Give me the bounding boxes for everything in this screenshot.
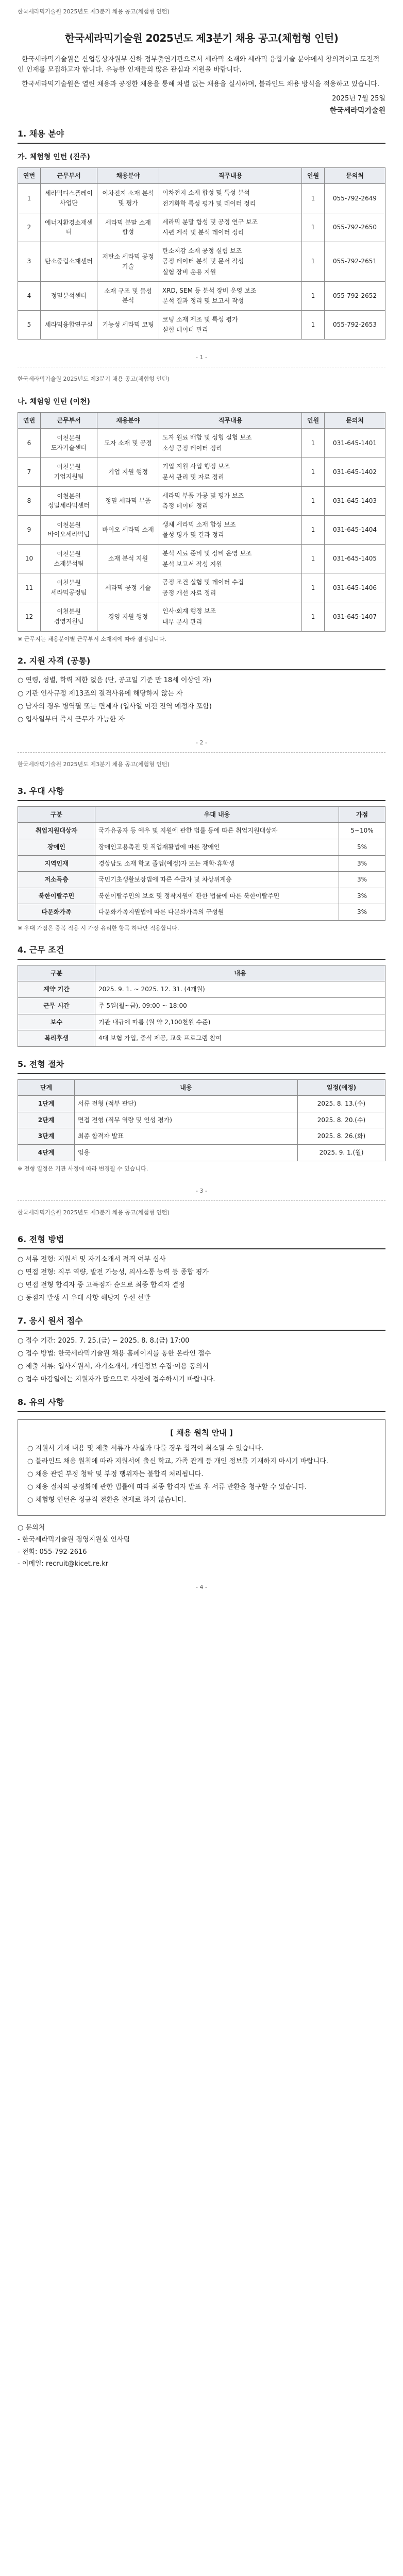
preference-table xyxy=(18,806,385,921)
contact-title: ○ 문의처 xyxy=(18,1524,45,1532)
cell-dept: 에너지환경소재센터 xyxy=(41,213,97,242)
cell-contact: 031-645-1406 xyxy=(325,573,385,602)
cell-no: 12 xyxy=(18,602,41,631)
duty-item: 이차전지 소재 합성 및 특성 분석 xyxy=(162,189,250,197)
pref-header-type: 구분 xyxy=(18,806,95,823)
list-item: ○ 기관 인사규정 제13조의 결격사유에 해당하지 않는 자 xyxy=(18,689,183,698)
cell-field: 경영 지원 행정 xyxy=(97,602,159,631)
table-row xyxy=(18,515,385,544)
cell-pref-detail: 북한이탈주민의 보호 및 정착지원에 관한 법률에 따른 북한이탈주민 xyxy=(95,888,339,904)
cell-duties xyxy=(159,515,302,544)
table-row xyxy=(18,888,385,904)
cell-dept: 세라믹디스플레이사업단 xyxy=(41,184,97,213)
col-header-no-b: 연번 xyxy=(18,412,41,429)
pref-header-points: 가점 xyxy=(339,806,385,823)
cell-count: 1 xyxy=(302,429,325,457)
duty-item: 분석 보고서 작성 지원 xyxy=(162,560,222,568)
cell-count: 1 xyxy=(302,515,325,544)
cell-pref-points: 5% xyxy=(339,839,385,856)
cell-dept: 이천분원 정밀세라믹센터 xyxy=(41,486,97,515)
cell-field: 이차전지 소재 분석 및 평가 xyxy=(97,184,159,213)
duty-item: 전기화학 특성 평가 및 데이터 정리 xyxy=(162,199,256,207)
duty-item: 세라믹 분말 합성 및 공정 연구 보조 xyxy=(162,218,258,226)
guide-list xyxy=(27,1444,376,1506)
recruitment-table-b xyxy=(18,412,385,632)
section-1-subtitle-a: 가. 체험형 인턴 (진주) xyxy=(18,153,90,162)
col-header-dept: 근무부서 xyxy=(41,167,97,184)
cell-proc-date: 2025. 8. 20.(수) xyxy=(298,1112,385,1128)
cell-duties xyxy=(159,457,302,486)
cell-field: 도자 소재 및 공정 xyxy=(97,429,159,457)
cell-duties xyxy=(159,213,302,242)
cell-dept: 이천분원 도자기술센터 xyxy=(41,429,97,457)
list-item: ○ 체험형 인턴은 정규직 전환을 전제로 하지 않습니다. xyxy=(27,1496,187,1504)
organization-name: 한국세라믹기술원 xyxy=(329,106,385,115)
cell-field: 바이오 세라믹 소재 xyxy=(97,515,159,544)
cell-proc-date: 2025. 8. 13.(수) xyxy=(298,1096,385,1112)
conditions-table xyxy=(18,965,385,1047)
cell-cond-value: 주 5일(월~금), 09:00 ~ 18:00 xyxy=(95,998,385,1014)
cell-dept: 정밀분석센터 xyxy=(41,281,97,310)
pref-header-detail: 우대 내용 xyxy=(95,806,339,823)
section-6-list xyxy=(18,1255,385,1304)
cell-no: 6 xyxy=(18,429,41,457)
duty-item: 문서 관리 및 자료 정리 xyxy=(162,473,224,481)
table-row xyxy=(18,872,385,888)
process-table xyxy=(18,1079,385,1161)
cell-cond-key: 계약 기간 xyxy=(18,981,95,998)
list-item: ○ 면접 전형: 직무 역량, 발전 가능성, 의사소통 능력 등 종합 평가 xyxy=(18,1268,209,1276)
contact-email[interactable]: - 이메일: recruit@kicet.re.kr xyxy=(18,1560,109,1568)
duty-list xyxy=(162,188,298,208)
cell-duties xyxy=(159,545,302,573)
intro-paragraph-2: 한국세라믹기술원은 열린 채용과 공정한 채용을 통해 차별 없는 채용을 실시하며, 블라인드 채용 방식을 적용하고 있습니다. xyxy=(22,80,380,89)
cell-pref-detail: 경상남도 소재 학교 졸업(예정)자 또는 재학·휴학생 xyxy=(95,855,339,872)
duty-list xyxy=(162,606,298,626)
cond-header-key: 구분 xyxy=(18,965,95,981)
list-item: ○ 입사일부터 즉시 근무가 가능한 자 xyxy=(18,715,125,723)
duty-list xyxy=(162,578,298,598)
guide-title: [ 채용 원칙 안내 ] xyxy=(170,1428,233,1438)
cell-contact: 031-645-1403 xyxy=(325,486,385,515)
cell-contact: 031-645-1405 xyxy=(325,545,385,573)
list-item: ○ 서류 전형: 지원서 및 자기소개서 적격 여부 심사 xyxy=(18,1255,166,1263)
duty-item: 분석 결과 정리 및 보고서 작성 xyxy=(162,297,244,305)
section-1-note: ※ 근무지는 채용분야별 근무부서 소재지에 따라 결정됩니다. xyxy=(18,635,166,642)
list-item: ○ 남자의 경우 병역필 또는 면제자 (입사일 이전 전역 예정자 포함) xyxy=(18,702,212,710)
cell-count: 1 xyxy=(302,242,325,281)
cell-cond-value: 2025. 9. 1. ~ 2025. 12. 31. (4개월) xyxy=(95,981,385,998)
cell-pref-type: 취업지원대상자 xyxy=(18,823,95,839)
list-item: ○ 제출 서류: 입사지원서, 자기소개서, 개인정보 수집·이용 동의서 xyxy=(18,1363,209,1371)
page-header-4: 한국세라믹기술원 2025년도 제3분기 채용 공고(체험형 인턴) xyxy=(18,1209,170,1216)
cell-pref-type: 저소득층 xyxy=(18,872,95,888)
cell-dept: 이천분원 소재분석팀 xyxy=(41,545,97,573)
section-6-title: 6. 전형 방법 xyxy=(18,1233,385,1249)
duty-item: 탄소저감 소재 공정 실험 보조 xyxy=(162,247,242,255)
cell-dept: 이천분원 바이오세라믹팀 xyxy=(41,515,97,544)
cell-dept: 이천분원 기업지원팀 xyxy=(41,457,97,486)
duty-item: 소성 공정 데이터 정리 xyxy=(162,444,222,452)
duty-list xyxy=(162,217,298,238)
table-row xyxy=(18,1112,385,1128)
col-header-contact: 문의처 xyxy=(325,167,385,184)
cell-count: 1 xyxy=(302,457,325,486)
contact-phone[interactable]: - 전화: 055-792-2616 xyxy=(18,1548,87,1556)
duty-item: 실험 데이터 관리 xyxy=(162,326,208,334)
section-7-list xyxy=(18,1336,385,1385)
cell-field: 기업 지원 행정 xyxy=(97,457,159,486)
cell-count: 1 xyxy=(302,486,325,515)
cell-proc-step: 1단계 xyxy=(18,1096,75,1112)
cell-dept: 이천분원 세라믹공정팀 xyxy=(41,573,97,602)
cell-field: 세라믹 공정 기술 xyxy=(97,573,159,602)
cell-pref-detail: 장애인고용촉진 및 직업재활법에 따른 장애인 xyxy=(95,839,339,856)
table-row xyxy=(18,1014,385,1030)
section-8-title: 8. 유의 사항 xyxy=(18,1396,385,1412)
cell-proc-detail: 서류 전형 (적부 판단) xyxy=(75,1096,298,1112)
list-item: ○ 면접 전형 합격자 중 고득점자 순으로 최종 합격자 결정 xyxy=(18,1281,185,1289)
section-2-list xyxy=(18,675,385,725)
cell-field: 정밀 세라믹 부품 xyxy=(97,486,159,515)
cell-no: 3 xyxy=(18,242,41,281)
table-row xyxy=(18,486,385,515)
duty-item: 기업 지원 사업 행정 보조 xyxy=(162,463,230,470)
cell-contact: 031-645-1407 xyxy=(325,602,385,631)
table-row xyxy=(18,855,385,872)
table-row xyxy=(18,1145,385,1161)
table-row xyxy=(18,184,385,213)
cell-pref-detail: 국민기초생활보장법에 따른 수급자 및 차상위계층 xyxy=(95,872,339,888)
cell-dept: 이천분원 경영지원팀 xyxy=(41,602,97,631)
table-row xyxy=(18,998,385,1014)
cell-count: 1 xyxy=(302,573,325,602)
col-header-duties: 직무내용 xyxy=(159,167,302,184)
cell-count: 1 xyxy=(302,545,325,573)
cell-count: 1 xyxy=(302,602,325,631)
cell-field: 기능성 세라믹 코팅 xyxy=(97,310,159,339)
duty-list xyxy=(162,315,298,335)
duty-item: 실험 장비 운용 지원 xyxy=(162,268,216,276)
section-1-title: 1. 채용 분야 xyxy=(18,128,385,144)
table-row xyxy=(18,310,385,339)
duty-item: 도자 원료 배합 및 성형 실험 보조 xyxy=(162,434,252,442)
intro-paragraph-1: 한국세라믹기술원은 산업통상자원부 산하 정부출연기관으로서 세라믹 소재와 세라믹 융합기술 분야에서 창의적이고 도전적인 인재를 모집하고자 합니다. 유능한 인재들의 많은 관심과 지원을 바랍니다. xyxy=(18,56,380,74)
cell-dept: 탄소중립소재센터 xyxy=(41,242,97,281)
section-3-title: 3. 우대 사항 xyxy=(18,785,385,801)
cell-proc-step: 4단계 xyxy=(18,1145,75,1161)
list-item: ○ 채용 절차의 공정화에 관한 법률에 따라 최종 합격자 발표 후 서류 반환을 청구할 수 있습니다. xyxy=(27,1483,307,1491)
cell-no: 11 xyxy=(18,573,41,602)
duty-list xyxy=(162,520,298,540)
cell-pref-points: 3% xyxy=(339,872,385,888)
col-header-count: 인원 xyxy=(302,167,325,184)
col-header-no: 연번 xyxy=(18,167,41,184)
cond-header-value: 내용 xyxy=(95,965,385,981)
announcement-date: 2025년 7월 25일 xyxy=(332,95,385,103)
cell-duties xyxy=(159,242,302,281)
cell-contact: 031-645-1401 xyxy=(325,429,385,457)
cell-cond-value: 4대 보험 가입, 중식 제공, 교육 프로그램 참여 xyxy=(95,1030,385,1047)
duty-item: 공정 데이터 분석 및 문서 작성 xyxy=(162,258,244,265)
cell-contact: 055-792-2653 xyxy=(325,310,385,339)
list-item: ○ 블라인드 채용 원칙에 따라 지원서에 출신 학교, 가족 관계 등 개인 정보를 기재하지 마시기 바랍니다. xyxy=(27,1457,328,1465)
cell-cond-key: 복리후생 xyxy=(18,1030,95,1047)
cell-proc-date: 2025. 8. 26.(화) xyxy=(298,1128,385,1145)
col-header-field: 채용분야 xyxy=(97,167,159,184)
cell-proc-detail: 임용 xyxy=(75,1145,298,1161)
col-header-count-b: 인원 xyxy=(302,412,325,429)
cell-duties xyxy=(159,281,302,310)
cell-contact: 031-645-1404 xyxy=(325,515,385,544)
section-4-title: 4. 근무 조건 xyxy=(18,944,385,960)
cell-cond-key: 보수 xyxy=(18,1014,95,1030)
cell-contact: 055-792-2650 xyxy=(325,213,385,242)
cell-count: 1 xyxy=(302,213,325,242)
cell-proc-step: 2단계 xyxy=(18,1112,75,1128)
duty-item: 시편 제작 및 분석 데이터 정리 xyxy=(162,229,244,236)
list-item: ○ 연령, 성별, 학력 제한 없음 (단, 공고일 기준 만 18세 이상인 자) xyxy=(18,676,212,685)
list-item: ○ 지원서 기재 내용 및 제출 서류가 사실과 다를 경우 합격이 취소될 수 있습니다. xyxy=(27,1444,264,1452)
duty-item: 세라믹 부품 가공 및 평가 보조 xyxy=(162,492,244,499)
cell-contact: 055-792-2649 xyxy=(325,184,385,213)
col-header-field-b: 채용분야 xyxy=(97,412,159,429)
cell-no: 4 xyxy=(18,281,41,310)
cell-field: 소재 분석 지원 xyxy=(97,545,159,573)
list-item: ○ 동점자 발생 시 우대 사항 해당자 우선 선발 xyxy=(18,1294,150,1302)
duty-item: 공정 개선 자료 정리 xyxy=(162,589,216,597)
table-row xyxy=(18,839,385,856)
proc-header-detail: 내용 xyxy=(75,1079,298,1096)
section-1-subtitle-b: 나. 체험형 인턴 (이천) xyxy=(18,398,90,406)
section-5-title: 5. 전형 절차 xyxy=(18,1058,385,1074)
cell-duties xyxy=(159,310,302,339)
cell-proc-detail: 최종 합격자 발표 xyxy=(75,1128,298,1145)
table-row xyxy=(18,1030,385,1047)
duty-list xyxy=(162,549,298,569)
cell-no: 8 xyxy=(18,486,41,515)
cell-pref-type: 장애인 xyxy=(18,839,95,856)
table-row xyxy=(18,457,385,486)
cell-field: 세라믹 분말 소재 합성 xyxy=(97,213,159,242)
cell-duties xyxy=(159,573,302,602)
cell-cond-key: 근무 시간 xyxy=(18,998,95,1014)
cell-no: 1 xyxy=(18,184,41,213)
section-3-note: ※ 우대 가점은 중복 적용 시 가장 유리한 항목 하나만 적용합니다. xyxy=(18,925,179,932)
page-header: 한국세라믹기술원 2025년도 제3분기 채용 공고(체험형 인턴) xyxy=(18,8,170,15)
cell-field: 소재 구조 및 물성 분석 xyxy=(97,281,159,310)
table-row xyxy=(18,823,385,839)
page-header-2: 한국세라믹기술원 2025년도 제3분기 채용 공고(체험형 인턴) xyxy=(18,375,170,382)
duty-list xyxy=(162,433,298,453)
cell-pref-points: 3% xyxy=(339,888,385,904)
table-row xyxy=(18,1096,385,1112)
duty-list xyxy=(162,491,298,511)
duty-item: 공정 조건 실험 및 데이터 수집 xyxy=(162,579,244,586)
cell-proc-date: 2025. 9. 1.(월) xyxy=(298,1145,385,1161)
page-header-3: 한국세라믹기술원 2025년도 제3분기 채용 공고(체험형 인턴) xyxy=(18,761,170,768)
cell-no: 10 xyxy=(18,545,41,573)
duty-item: 분석 시료 준비 및 장비 운영 보조 xyxy=(162,550,252,557)
cell-contact: 031-645-1402 xyxy=(325,457,385,486)
duty-list xyxy=(162,286,298,306)
col-header-duties-b: 직무내용 xyxy=(159,412,302,429)
cell-pref-detail: 국가유공자 등 예우 및 지원에 관한 법률 등에 따른 취업지원대상자 xyxy=(95,823,339,839)
table-row xyxy=(18,429,385,457)
cell-pref-type: 다문화가족 xyxy=(18,904,95,921)
list-item: ○ 접수 기간: 2025. 7. 25.(금) ~ 2025. 8. 8.(금) 17:00 xyxy=(18,1336,190,1345)
col-header-contact-b: 문의처 xyxy=(325,412,385,429)
duty-item: 물성 평가 및 결과 정리 xyxy=(162,531,224,539)
list-item: ○ 접수 방법: 한국세라믹기술원 채용 홈페이지를 통한 온라인 접수 xyxy=(18,1350,211,1358)
cell-field: 저탄소 세라믹 공정 기술 xyxy=(97,242,159,281)
duty-item: 생체 세라믹 소재 합성 보조 xyxy=(162,520,236,528)
cell-pref-points: 5~10% xyxy=(339,823,385,839)
cell-duties xyxy=(159,602,302,631)
cell-count: 1 xyxy=(302,310,325,339)
duty-item: 인사·회계 행정 보조 xyxy=(162,607,216,615)
duty-list xyxy=(162,462,298,482)
cell-count: 1 xyxy=(302,184,325,213)
recruitment-table-a xyxy=(18,167,385,340)
table-row xyxy=(18,904,385,921)
page-number-3: - 3 - xyxy=(196,1187,207,1194)
duty-list xyxy=(162,246,298,277)
section-5-note: ※ 전형 일정은 기관 사정에 따라 변경될 수 있습니다. xyxy=(18,1165,148,1172)
proc-header-date: 일정(예정) xyxy=(298,1079,385,1096)
cell-contact: 055-792-2652 xyxy=(325,281,385,310)
cell-duties xyxy=(159,429,302,457)
cell-pref-points: 3% xyxy=(339,855,385,872)
section-2-title: 2. 지원 자격 (공통) xyxy=(18,655,385,671)
cell-duties xyxy=(159,184,302,213)
list-item: ○ 접수 마감일에는 지원자가 많으므로 사전에 접수하시기 바랍니다. xyxy=(18,1376,215,1384)
cell-no: 7 xyxy=(18,457,41,486)
recruitment-principles-box xyxy=(18,1419,385,1516)
cell-pref-detail: 다문화가족지원법에 따른 다문화가족의 구성원 xyxy=(95,904,339,921)
table-row xyxy=(18,602,385,631)
cell-pref-points: 3% xyxy=(339,904,385,921)
table-row xyxy=(18,1128,385,1145)
cell-contact: 055-792-2651 xyxy=(325,242,385,281)
duty-item: 내부 문서 관리 xyxy=(162,618,203,625)
cell-no: 2 xyxy=(18,213,41,242)
cell-proc-detail: 면접 전형 (직무 역량 및 인성 평가) xyxy=(75,1112,298,1128)
section-7-title: 7. 응시 원서 접수 xyxy=(18,1315,385,1331)
duty-item: XRD, SEM 등 분석 장비 운영 보조 xyxy=(162,286,257,294)
table-row xyxy=(18,281,385,310)
table-row xyxy=(18,573,385,602)
table-row xyxy=(18,981,385,998)
cell-pref-type: 지역인재 xyxy=(18,855,95,872)
cell-cond-value: 기관 내규에 따름 (월 약 2,100천원 수준) xyxy=(95,1014,385,1030)
document-title: 한국세라믹기술원 2025년도 제3분기 채용 공고(체험형 인턴) xyxy=(64,32,339,45)
duty-item: 측정 데이터 정리 xyxy=(162,502,208,510)
duty-item: 코팅 소재 제조 및 특성 평가 xyxy=(162,315,238,323)
page-number-1: - 1 - xyxy=(196,353,207,361)
contact-block xyxy=(18,1523,385,1569)
cell-pref-type: 북한이탈주민 xyxy=(18,888,95,904)
cell-no: 9 xyxy=(18,515,41,544)
list-item: ○ 채용 관련 부정 청탁 및 부정 행위자는 불합격 처리됩니다. xyxy=(27,1470,204,1478)
cell-count: 1 xyxy=(302,281,325,310)
table-row xyxy=(18,242,385,281)
cell-dept: 세라믹융합연구실 xyxy=(41,310,97,339)
cell-no: 5 xyxy=(18,310,41,339)
table-row xyxy=(18,545,385,573)
page-number-4: - 4 - xyxy=(196,1583,207,1590)
contact-dept: - 한국세라믹기술원 경영지원실 인사팀 xyxy=(18,1536,130,1544)
cell-proc-step: 3단계 xyxy=(18,1128,75,1145)
proc-header-step: 단계 xyxy=(18,1079,75,1096)
cell-duties xyxy=(159,486,302,515)
table-row xyxy=(18,213,385,242)
page-number-2: - 2 - xyxy=(196,739,207,746)
col-header-dept-b: 근무부서 xyxy=(41,412,97,429)
